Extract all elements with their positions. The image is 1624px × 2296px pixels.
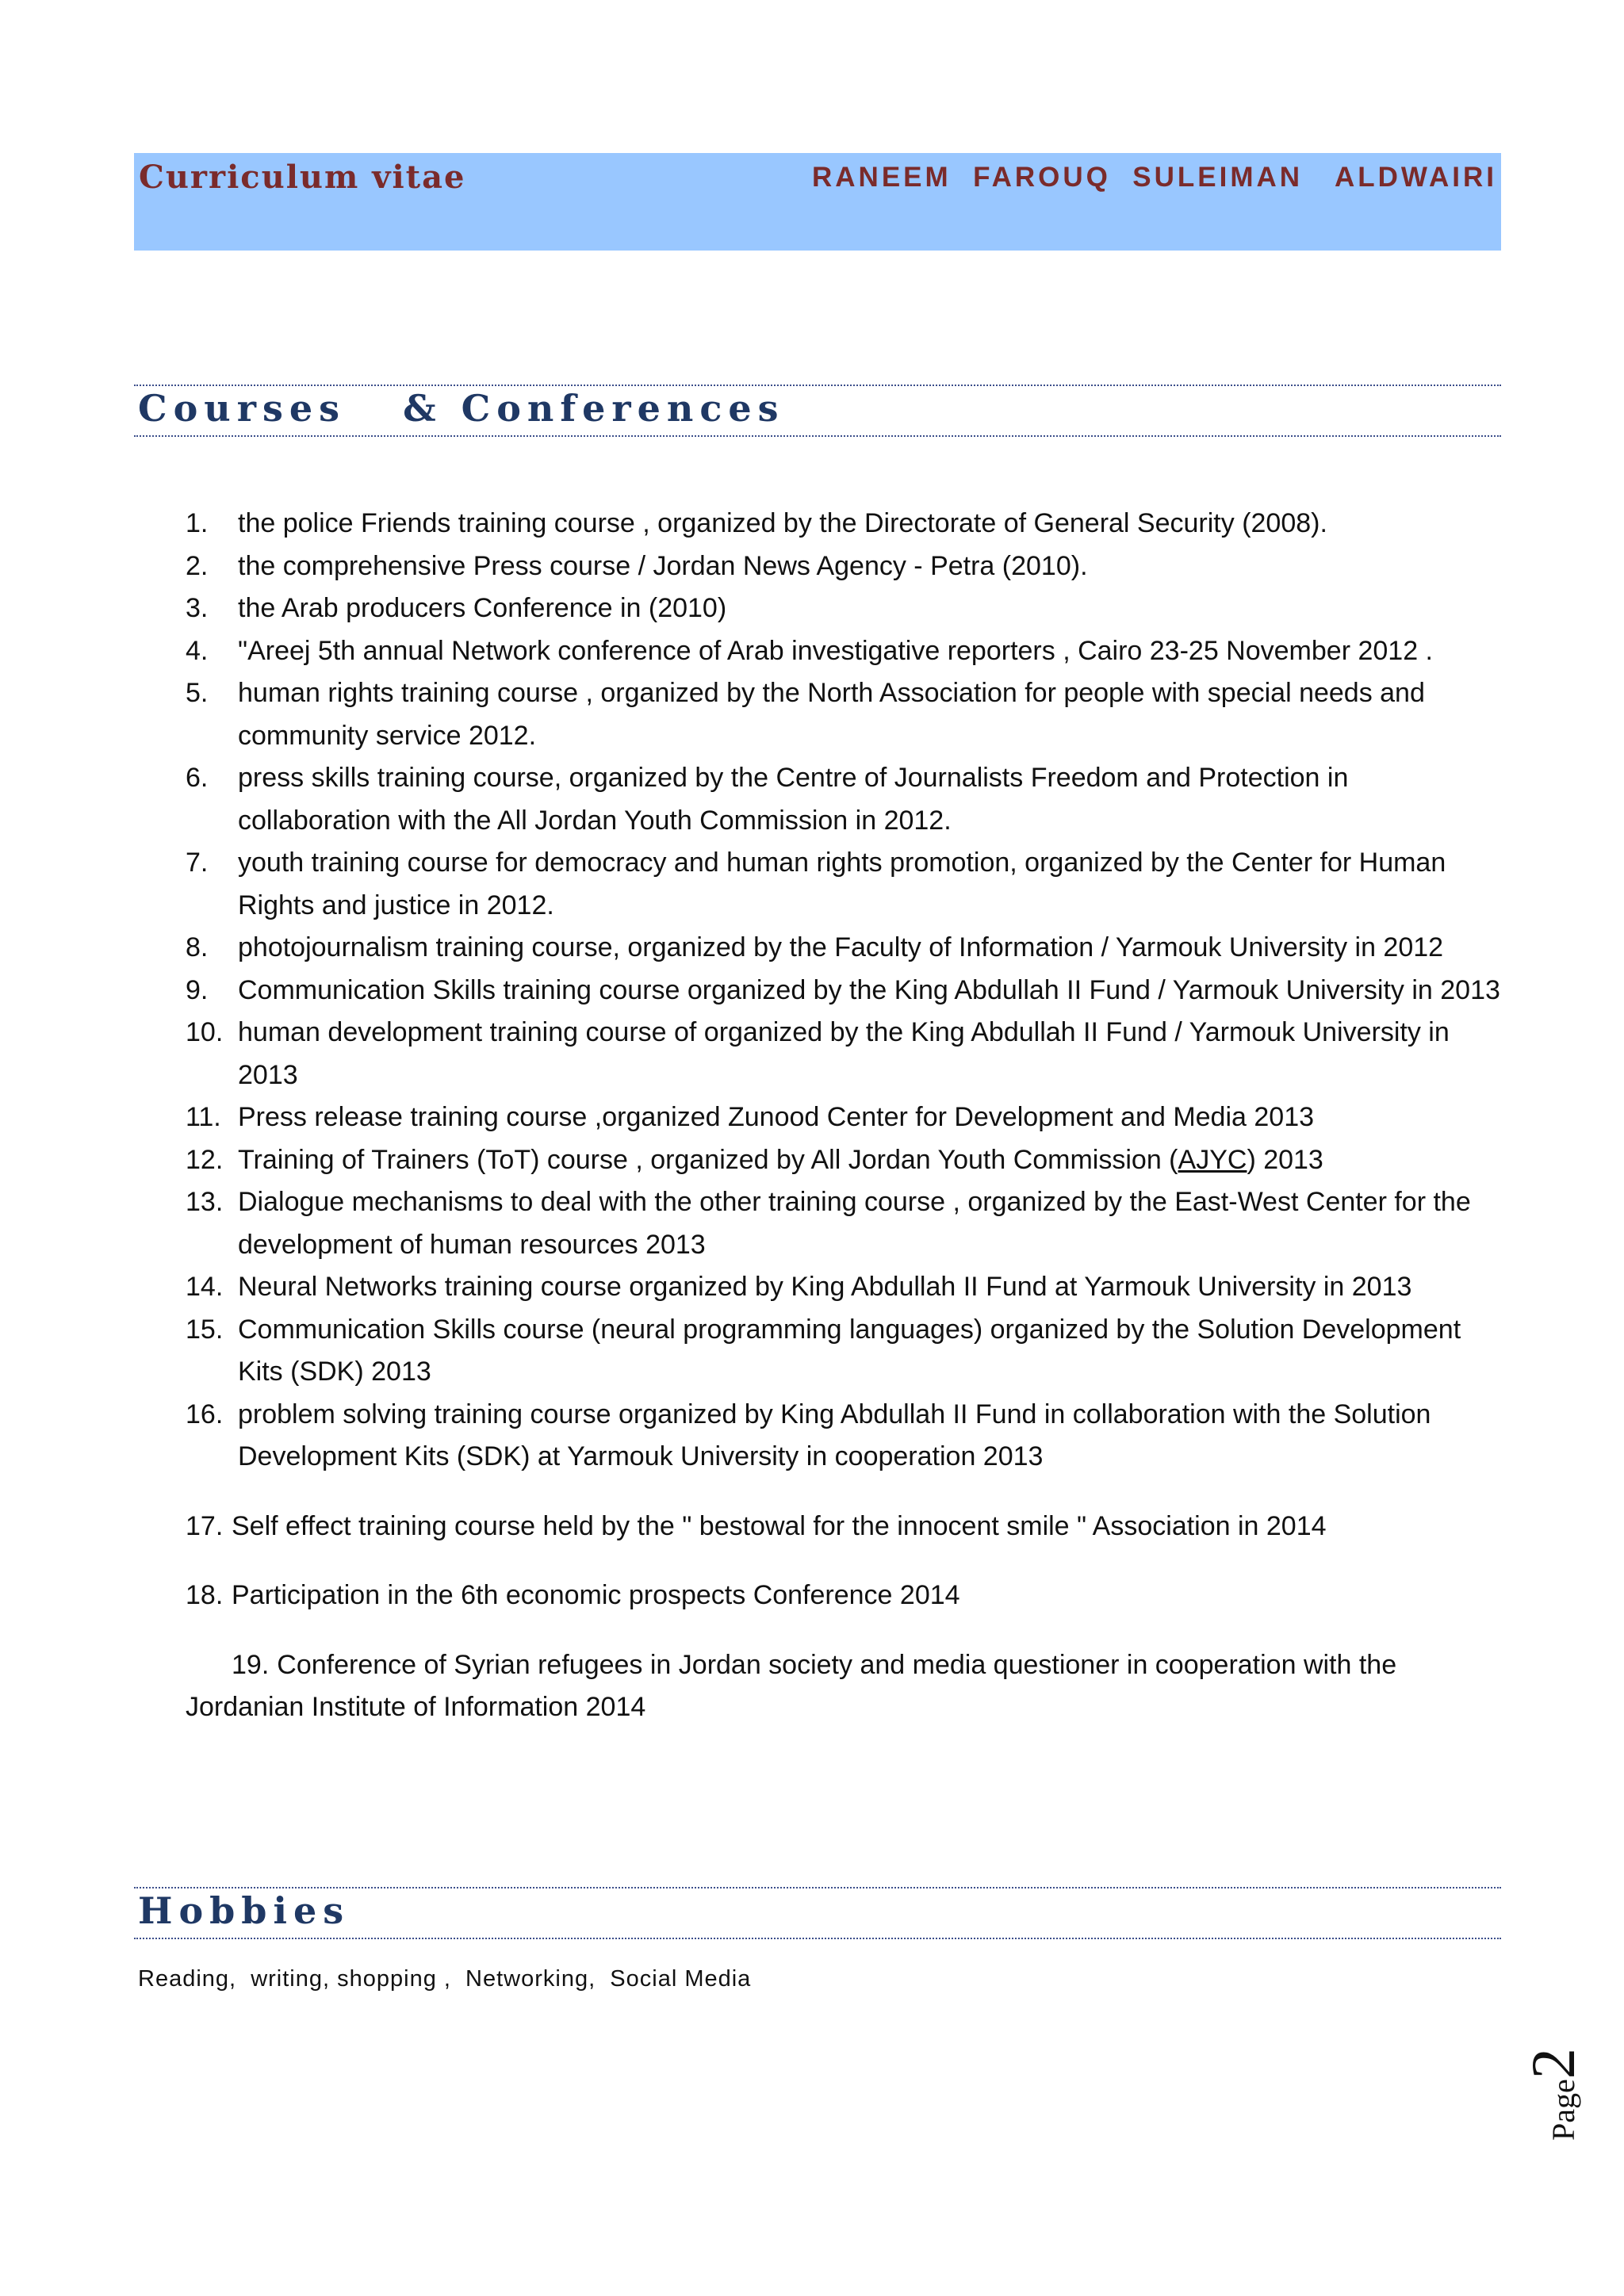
list-item: 16. problem solving training course organized by King Abdullah II Fund in collaboration with the Solution Development Kits (SDK) at Yarmouk University in cooperation 2013 xyxy=(186,1399,1431,1471)
list-item: 15. Communication Skills course (neural programming languages) organized by the Solution Development Kits (SDK) 2013 xyxy=(186,1314,1461,1387)
list-item: 19. Conference of Syrian refugees in Jordan society and media questioner in cooperation with the Jordanian Institute of Information 2014 xyxy=(186,1649,1397,1722)
list-item: 11. Press release training course ,organized Zunood Center for Development and Media 2013 xyxy=(186,1102,1315,1132)
section-rule-top xyxy=(134,385,1501,386)
list-item: 13. Dialogue mechanisms to deal with the other training course , organized by the East-West Center for the development of human resources 2013 xyxy=(186,1187,1471,1260)
list-item: 18. Participation in the 6th economic prospects Conference 2014 xyxy=(186,1580,960,1610)
page-number: Page2 xyxy=(1519,2048,1588,2141)
courses-heading: Courses & Conferences xyxy=(138,387,785,430)
list-item: 10. human development training course of organized by the King Abdullah II Fund / Yarmouk University in 2013 xyxy=(186,1017,1450,1090)
list-item: 8. photojournalism training course, organized by the Faculty of Information / Yarmouk University in 2012 xyxy=(186,932,1444,962)
courses-list xyxy=(186,503,1502,1729)
list-item: 2. the comprehensive Press course / Jordan News Agency - Petra (2010). xyxy=(186,550,1088,581)
list-item: 12. Training of Trainers (ToT) course , organized by All Jordan Youth Commission (AJYC) 2013 xyxy=(186,1144,1323,1175)
list-item: 7. youth training course for democracy and human rights promotion, organized by the Center for Human Rights and justice in 2012. xyxy=(186,848,1446,920)
candidate-name: RANEEM FAROUQ SULEIMAN ALDWAIRI xyxy=(812,162,1497,193)
cv-title: Curriculum vitae xyxy=(139,159,466,196)
hobbies-rule-bottom xyxy=(134,1938,1501,1939)
hobbies-text: Reading, writing, shopping , Networking, Social Media xyxy=(138,1966,752,1992)
list-item: 1. the police Friends training course , organized by the Directorate of General Security (2008). xyxy=(186,508,1327,538)
list-item: 17. Self effect training course held by the " bestowal for the innocent smile " Association in 2014 xyxy=(186,1510,1327,1541)
list-item: 6. press skills training course, organized by the Centre of Journalists Freedom and Protection in collaboration with the All Jordan Youth Commission in 2012. xyxy=(186,763,1349,836)
list-item: 5. human rights training course , organized by the North Association for people with special needs and community service 2012. xyxy=(186,678,1425,751)
list-item: 14. Neural Networks training course organized by King Abdullah II Fund at Yarmouk University in 2013 xyxy=(186,1272,1412,1302)
hobbies-rule-top xyxy=(134,1887,1501,1888)
ajyc-link[interactable]: AJYC xyxy=(1178,1144,1247,1175)
list-item: 4. "Areej 5th annual Network conference of Arab investigative reporters , Cairo 23-25 November 2012 . xyxy=(186,635,1433,666)
section-rule-bottom xyxy=(134,435,1501,437)
list-item: 3. the Arab producers Conference in (2010) xyxy=(186,593,727,623)
list-item: 9. Communication Skills training course organized by the King Abdullah II Fund / Yarmouk University in 2013 xyxy=(186,974,1500,1005)
hobbies-heading: Hobbies xyxy=(138,1889,350,1932)
